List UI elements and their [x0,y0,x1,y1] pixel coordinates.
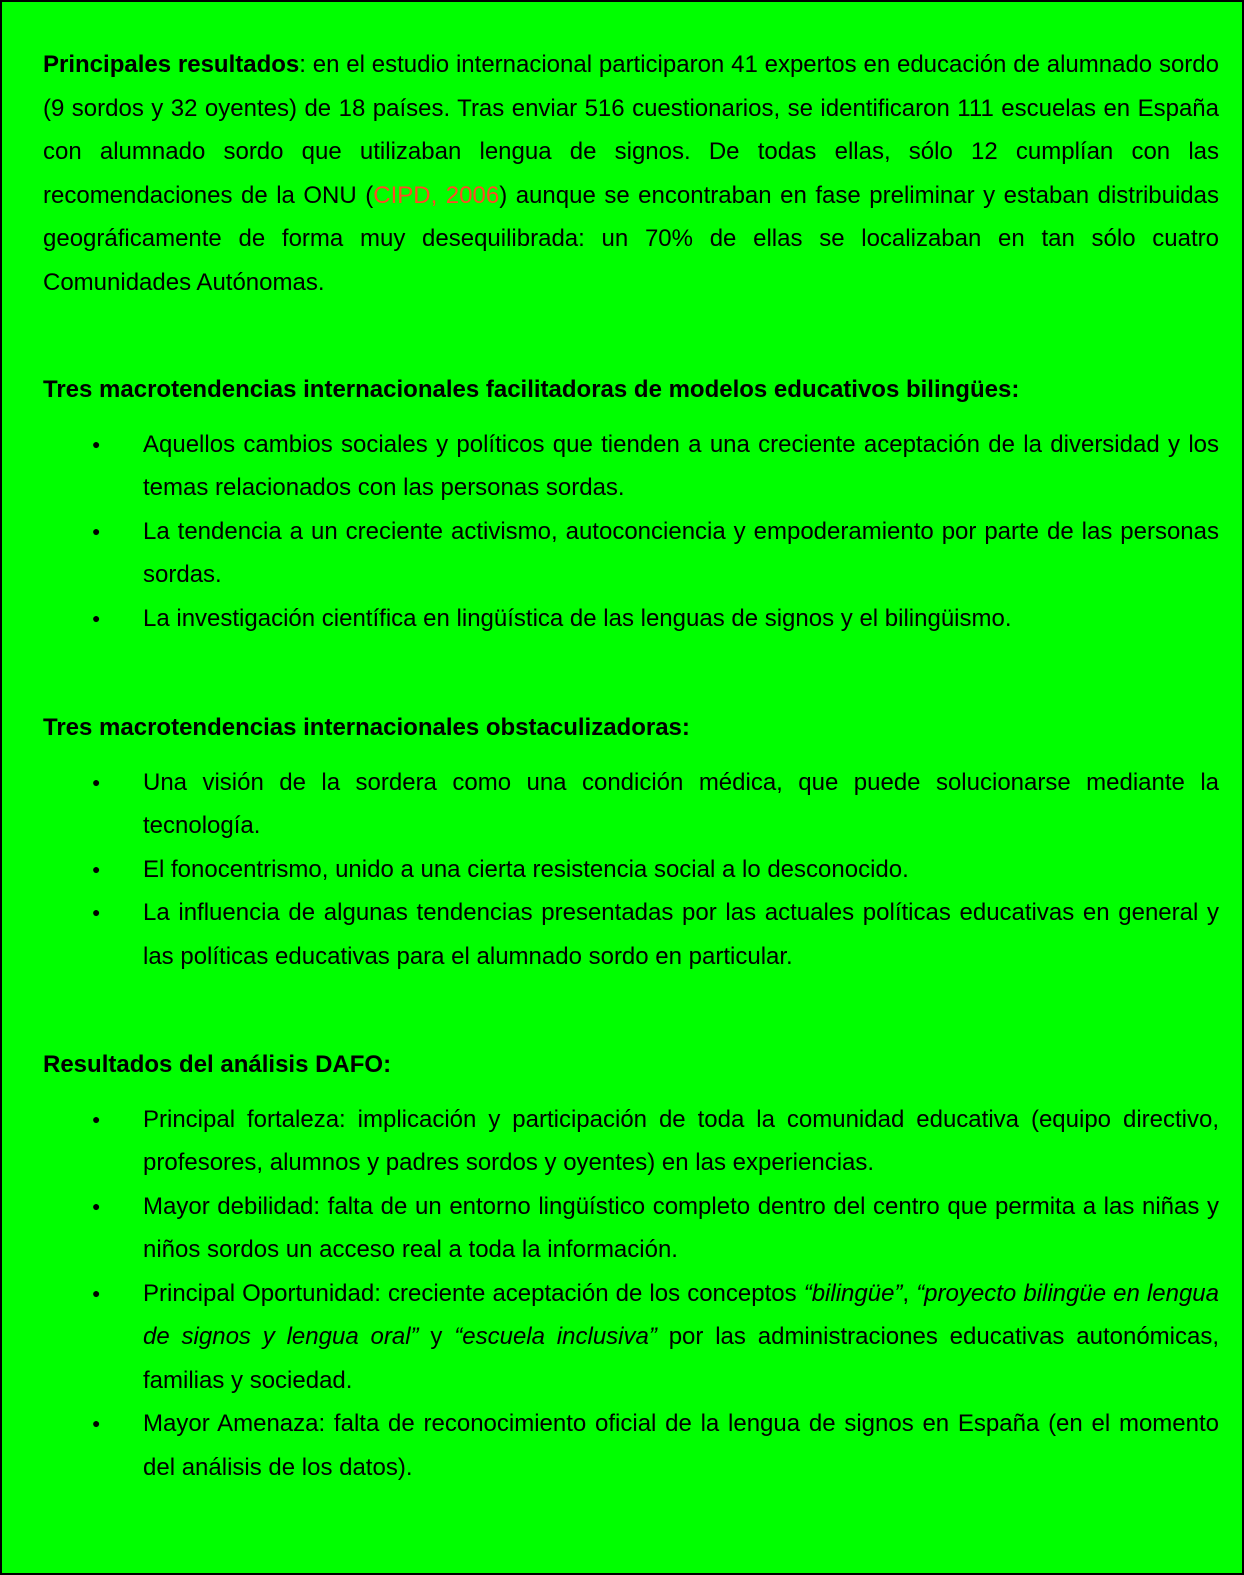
list-item [43,1185,1219,1272]
bullet-icon: ● [92,1415,101,1431]
list-item-text: Aquellos cambios sociales y políticos que tienden a una creciente aceptación de la diversidad y los temas relacionados con las personas sordas. [143,430,1219,501]
separator-text: , [902,1279,917,1307]
list-item [43,848,1219,892]
swot-results-list [43,1098,1219,1490]
opportunity-text: Principal Oportunidad: creciente aceptación de los conceptos [143,1279,804,1307]
list-item-text: La influencia de algunas tendencias presentadas por las actuales políticas educativas en general y las políticas educativas para el alumnado sordo en particular. [143,899,1219,970]
list-item-text: Una visión de la sordera como una condición médica, que puede solucionarse mediante la tecnología. [143,768,1219,839]
bullet-icon: ● [92,1110,101,1127]
bullet-icon: ● [92,904,101,920]
bullet-icon: ● [92,522,101,539]
facilitating-trends-heading: Tres macrotendencias internacionales facilitadoras de modelos educativos bilingües: [43,376,1020,403]
list-item [43,423,1219,510]
list-item [43,891,1219,978]
list-item-text: Mayor debilidad: falta de un entorno lingüístico completo dentro del centro que permita a las niñas y niños sordos un acceso real a toda la información. [143,1192,1219,1263]
list-item [43,597,1219,641]
concept-inclusive-school: “escuela inclusiva” [454,1323,657,1350]
obstructing-trends-list [43,761,1219,979]
list-item [43,761,1219,848]
main-results-paragraph [43,43,1219,304]
list-item-text: El fonocentrismo, unido a una cierta resistencia social a lo desconocido. [143,855,909,883]
citation-link[interactable]: CIPD, 2006 [373,181,500,209]
bullet-icon: ● [92,773,101,790]
swot-results-heading: Resultados del análisis DAFO: [43,1051,392,1078]
main-results-text: : en el estudio internacional participaron 41 expertos en educación de alumnado sordo (9 sordos y 32 oyentes) de 18 países. Tras enviar 516 cuestionarios, se identificaron 111 escuelas en España con alumnado sordo que utilizaban lengua de signos. De todas ellas, sólo 12 cumplían con las recomendaciones de la ONU ( [43,51,1219,209]
list-item-text: La tendencia a un creciente activismo, autoconciencia y empoderamiento por parte de las personas sordas. [143,517,1219,588]
bullet-icon: ● [92,1197,101,1214]
document-content [43,43,1219,1489]
facilitating-trends-list [43,423,1219,641]
list-item [43,1098,1219,1185]
concept-bilingual-project: “proyecto bilingüe en lengua de signos y lengua oral” [143,1279,1220,1350]
main-results-text-end: ) aunque se encontraban en fase preliminar y estaban distribuidas geográficamente de forma muy desequilibrada: un 70% de ellas se localizaban en tan sólo cuatro Comunidades Autónomas. [43,181,1219,296]
opportunity-text-end: por las administraciones educativas autonómicas, familias y sociedad. [143,1323,1220,1394]
obstructing-trends-heading: Tres macrotendencias internacionales obstaculizadoras: [43,714,690,741]
bullet-icon: ● [92,435,101,452]
bullet-icon: ● [92,860,101,877]
list-item-text: Principal fortaleza: implicación y participación de toda la comunidad educativa (equipo directivo, profesores, alumnos y padres sordos y oyentes) en las experiencias. [143,1105,1219,1176]
list-item-text: La investigación científica en lingüística de las lenguas de signos y el bilingüismo. [143,604,1012,632]
main-results-lead: Principales resultados [43,51,300,78]
bullet-icon: ● [92,609,101,626]
bullet-icon: ● [92,1284,101,1301]
list-item [43,510,1219,597]
list-item-text: Mayor Amenaza: falta de reconocimiento oficial de la lengua de signos en España (en el momento del análisis de los datos). [143,1410,1219,1481]
separator-text: y [418,1323,455,1350]
list-item [43,1402,1219,1489]
concept-bilingual: “bilingüe” [803,1279,903,1307]
list-item [43,1272,1219,1403]
